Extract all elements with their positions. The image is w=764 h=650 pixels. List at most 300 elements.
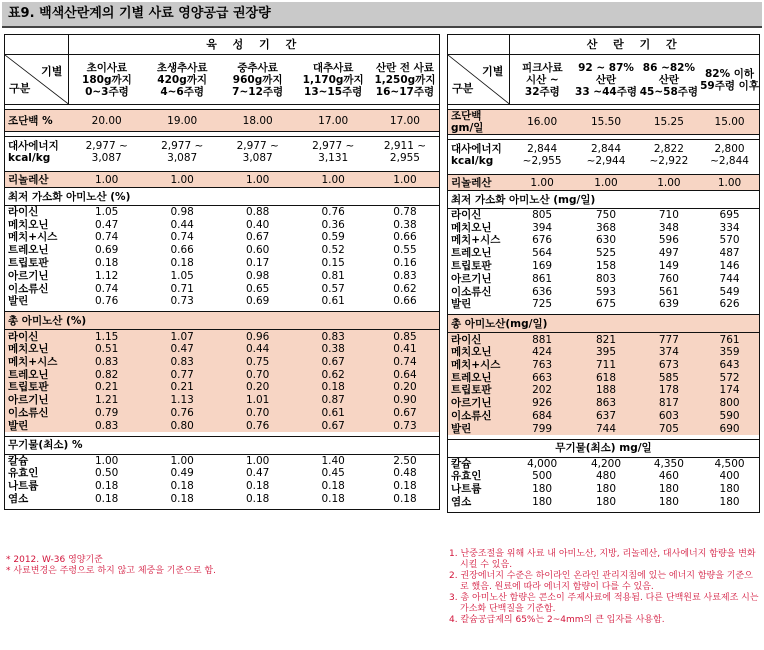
value-cell: 0.66 [393,295,417,308]
value-cell: 1.15 [69,330,145,343]
value-cell: 18.00 [220,110,296,132]
table-row [448,496,760,509]
value-line: 2,977 ~ [161,139,204,152]
row-label: 트립토판 [451,260,492,273]
table-row [448,285,760,298]
value-cell: 169 [532,260,553,273]
value-cell: 334 [719,221,740,234]
value-cell: 4,000 [527,457,558,470]
value-cell: 0.76 [321,206,345,219]
value-cell: 0.51 [69,343,145,356]
row-label-line: kcal/kg [8,151,51,164]
value-cell: 1.00 [170,454,194,467]
value-cell: 0.69 [245,295,270,308]
value-cell: 705 [638,422,700,435]
value-cell: 0.85 [371,330,440,343]
row-label: 트레오닌 [448,371,510,384]
value-cell: 570 [719,234,740,247]
value-cell: 630 [595,234,617,247]
value-cell: 926 [510,397,574,410]
value-cell: 0.18 [245,493,270,506]
value-cell: 0.87 [295,394,371,407]
row-label: 칼슘 [8,454,29,467]
column-header-row [448,55,760,105]
table-row [448,234,760,247]
value-cell: 585 [638,371,700,384]
value-cell: 618 [574,371,637,384]
value-cell: 0.18 [245,480,270,493]
row-label-line: gm/일 [451,122,484,134]
value-cell: 803 [595,272,617,285]
table-row [448,247,760,260]
value-cell: 0.96 [220,330,296,343]
column-header-line: 960g까지 [232,73,283,86]
row-label: 이소류신 [448,410,510,423]
corner-label-top: 기별 [41,65,63,78]
value-cell: 0.16 [393,257,417,270]
value-cell: 180 [719,483,740,496]
value-cell: 348 [658,221,679,234]
table-row [5,493,440,506]
value-line: 2,822 [653,142,684,155]
value-cell: 4,350 [653,457,684,470]
value-cell: 0.41 [371,343,440,356]
row-label: 트립토판 [8,257,49,270]
spacer-cell [448,508,760,512]
value-cell: 19.00 [144,110,220,132]
column-header-line: 32주령 [524,85,560,98]
value-cell: 637 [574,410,637,423]
value-cell: 188 [574,384,637,397]
crude-protein-row [448,110,760,135]
value-cell: 744 [719,272,740,285]
corner-label-bottom: 구분 [9,82,31,95]
table-row [5,206,440,219]
table-row [448,358,760,371]
table-row [5,407,440,420]
value-cell: 760 [658,272,679,285]
section-title: 총 아미노산 (%) [5,312,440,330]
value-cell: 710 [658,209,679,222]
table-row [5,231,440,244]
column-header [295,55,371,105]
value-cell: 711 [574,358,637,371]
value-cell: 0.52 [321,244,345,257]
value-cell: 20.00 [69,110,145,132]
row-label: 메치+시스 [8,231,58,244]
column-header-line: 92 ~ 87% [578,61,634,74]
value-cell: 0.70 [220,368,296,381]
value-cell: 0.67 [295,419,371,432]
value-cell: 487 [719,247,740,260]
value-cell: 0.59 [321,231,345,244]
value-cell: 821 [574,333,637,346]
row-label: 아르기닌 [448,397,510,410]
value-cell: 15.50 [574,110,637,135]
value-cell: 593 [595,285,617,298]
row-label: 리놀레산 [5,172,69,188]
table-row [448,260,760,273]
value-cell: 725 [532,298,553,311]
value-cell: 0.18 [94,480,119,493]
section-title-row [5,436,440,454]
value-cell: 0.55 [393,244,417,257]
value-cell: 0.64 [371,368,440,381]
table-row [5,282,440,295]
diagonal-line [5,55,68,104]
column-header [220,55,296,105]
column-header [371,55,440,105]
column-header-line: 초이사료 [86,61,128,74]
value-cell [574,140,637,170]
column-header-line: 7~12주령 [232,85,284,98]
value-cell: 1.01 [220,394,296,407]
section-title: 총 아미노산(mg/일) [448,315,760,333]
value-cell: 15.25 [638,110,700,135]
value-cell: 0.21 [144,381,220,394]
value-cell: 1.40 [321,454,345,467]
column-header-line: 45~58주령 [639,85,699,98]
value-line: ~2,944 [586,154,626,167]
value-line: ~2,922 [649,154,689,167]
row-label: 유효인 [8,467,39,480]
value-cell: 0.62 [393,282,417,295]
value-cell: 1.12 [94,269,119,282]
column-header-line: 33 ~44주령 [575,85,637,98]
value-cell: 460 [658,470,679,483]
row-label-line: 대사에너지 [8,139,59,152]
value-cell: 0.47 [94,218,119,231]
value-cell: 0.18 [295,381,371,394]
value-cell: 180 [595,483,617,496]
value-cell: 0.38 [393,218,417,231]
value-cell: 180 [532,483,553,496]
section-title: 무기물(최소) mg/일 [448,439,760,457]
value-cell: 368 [595,221,617,234]
value-cell: 861 [532,272,553,285]
corner-label-top: 기별 [482,65,504,78]
table-row [448,483,760,496]
table-row [448,346,760,359]
value-cell: 817 [638,397,700,410]
value-cell: 0.20 [371,381,440,394]
value-cell: 1.00 [510,175,574,191]
spacer-row [5,505,440,509]
row-label: 아르기닌 [5,394,69,407]
row-label: 아르기닌 [451,272,492,285]
period-header: 산 란 기 간 [510,35,760,55]
value-cell: 684 [510,410,574,423]
footnote: 3. 총 아미노산 함량은 콘소이 주제사료에 적용됨. 다른 단백원료 사료제조 시는 가소화 단백질을 기준함. [449,593,759,614]
value-cell: 0.18 [321,480,345,493]
row-label: 트립토판 [448,384,510,397]
table-row [448,384,760,397]
header-label-spacer [448,35,510,55]
value-cell: 750 [595,209,617,222]
footnotes-left [6,555,436,577]
column-header [700,55,759,105]
value-cell: 17.00 [295,110,371,132]
value-cell [144,137,220,167]
value-cell: 0.45 [321,467,345,480]
crude-protein-row [5,110,440,132]
footnote: * 사료변경은 주령으로 하지 않고 체중을 기준으로 함. [6,566,216,576]
value-cell: 643 [700,358,759,371]
column-header-line: 180g까지 [82,73,132,86]
value-cell: 572 [700,371,759,384]
table-row [5,330,440,343]
value-line: 2,911 ~ [383,139,427,152]
section-title-row [448,191,760,209]
row-label [448,110,510,135]
value-cell: 561 [658,285,679,298]
table-row [448,457,760,470]
row-label: 이소류신 [8,282,49,295]
row-label: 유효인 [451,470,482,483]
value-cell: 0.18 [170,493,194,506]
value-cell: 1.00 [220,172,296,188]
value-cell: 1.05 [170,269,194,282]
value-cell: 0.98 [245,269,270,282]
value-cell: 400 [719,470,740,483]
metabolizable-energy-row [448,140,760,170]
spacer-cell [5,505,440,509]
row-label [5,137,69,167]
row-label: 메치+시스 [451,234,501,247]
row-label: 조단백 % [5,110,69,132]
value-cell: 0.61 [295,407,371,420]
column-header [69,55,145,105]
value-cell: 1.00 [245,454,270,467]
row-label: 염소 [451,496,472,509]
table-row [448,371,760,384]
value-cell: 4,200 [590,457,622,470]
column-header-line: 82% 이하 [705,67,755,80]
value-cell: 0.20 [220,381,296,394]
value-cell: 0.18 [170,480,194,493]
value-cell: 0.74 [170,231,194,244]
value-cell: 4,500 [714,457,745,470]
value-cell: 675 [595,298,617,311]
row-label: 이소류신 [451,285,492,298]
value-cell: 761 [700,333,759,346]
table-row [5,419,440,432]
value-cell: 1.00 [700,175,759,191]
column-header-line: 0~3주령 [85,85,129,98]
value-cell: 881 [510,333,574,346]
value-cell: 0.79 [69,407,145,420]
value-cell: 0.74 [371,355,440,368]
value-cell: 1.07 [144,330,220,343]
value-cell: 799 [510,422,574,435]
value-cell: 1.00 [94,454,119,467]
value-cell: 805 [532,209,553,222]
row-label: 이소류신 [5,407,69,420]
row-label: 메치오닌 [451,221,492,234]
row-label: 나트륨 [8,480,39,493]
value-cell: 0.67 [371,407,440,420]
value-cell: 0.18 [94,493,119,506]
value-line: ~2,955 [522,154,562,167]
table-row [5,480,440,493]
value-cell: 603 [638,410,700,423]
value-cell [220,137,296,167]
footnotes-right [449,549,760,626]
table-row [5,394,440,407]
column-header-line: 13~15주령 [304,85,363,98]
column-header-line: 피크사료 [522,61,563,74]
value-cell: 174 [700,384,759,397]
value-cell: 0.73 [371,419,440,432]
value-cell: 596 [658,234,679,247]
table-row [448,410,760,423]
value-cell: 0.76 [94,295,119,308]
linoleic-acid-row [5,172,440,188]
row-label: 발린 [8,295,29,308]
value-cell: 763 [510,358,574,371]
corner-label-bottom: 구분 [452,82,474,95]
value-cell: 1.21 [69,394,145,407]
value-cell: 0.18 [393,480,417,493]
section-title: 최저 가소화 아미노산 (%) [5,188,440,206]
value-cell: 1.05 [94,206,119,219]
table-row [448,272,760,285]
table-row [448,470,760,483]
table-row [5,218,440,231]
value-cell: 676 [532,234,553,247]
value-cell: 0.18 [393,493,417,506]
row-label: 리놀레산 [448,175,510,191]
value-cell: 626 [719,298,740,311]
value-cell: 0.69 [94,244,119,257]
table-row [5,381,440,394]
column-header-line: 산란 [658,73,680,86]
row-label: 메치+시스 [448,358,510,371]
value-cell: 1.00 [295,172,371,188]
value-cell: 0.77 [144,368,220,381]
value-cell: 639 [658,298,679,311]
value-cell: 0.17 [245,257,270,270]
row-label: 발린 [451,298,472,311]
value-cell: 0.44 [220,343,296,356]
value-cell: 394 [532,221,553,234]
column-header-line: 1,250g까지 [374,73,436,86]
value-cell: 0.36 [321,218,345,231]
value-cell: 146 [719,260,740,273]
row-label: 메치오닌 [5,343,69,356]
row-label: 발린 [5,419,69,432]
value-cell: 180 [658,496,679,509]
value-cell: 0.83 [69,419,145,432]
value-line: 2,977 ~ [236,139,279,152]
value-cell: 0.74 [94,282,119,295]
value-cell: 0.40 [245,218,270,231]
value-cell: 0.50 [94,467,119,480]
column-header-line: 86 ~82% [642,61,695,74]
column-header-line: 중추사료 [237,61,278,74]
footnote: 1. 난중조절을 위해 사료 내 아미노산, 지방, 리놀레산, 대사에너지 함량을 변화시킬 수 있음. [449,549,756,570]
row-label: 염소 [8,493,29,506]
row-label: 트레오닌 [451,247,492,260]
value-cell: 0.15 [321,257,345,270]
value-cell: 0.67 [245,231,270,244]
value-cell [700,140,759,170]
table-row [448,333,760,346]
table-row [448,298,760,311]
value-cell: 0.71 [170,282,194,295]
header-label-spacer [5,35,69,55]
value-cell: 500 [532,470,553,483]
column-header-line: 산란 [595,73,617,86]
column-header-line: 1,170g까지 [302,73,364,86]
column-header-line: 초생추사료 [156,61,208,74]
value-cell: 1.00 [574,175,637,191]
table-row [5,269,440,282]
value-cell: 0.75 [220,355,296,368]
diagonal-header-cell [448,55,510,105]
value-cell: 0.18 [321,493,345,506]
value-cell: 395 [574,346,637,359]
table-row [5,343,440,356]
value-cell: 0.83 [393,269,417,282]
value-cell: 663 [510,371,574,384]
value-line: 3,087 [167,151,198,164]
value-cell: 549 [719,285,740,298]
row-label: 트레오닌 [8,244,49,257]
value-cell: 777 [638,333,700,346]
value-cell: 0.65 [245,282,270,295]
value-cell: 0.83 [144,355,220,368]
value-line: 3,131 [318,151,349,164]
value-cell: 0.21 [69,381,145,394]
diagonal-header-cell [5,55,69,105]
value-cell: 0.76 [220,419,296,432]
table-row [448,397,760,410]
period-header-row [448,35,760,55]
section-title-row [5,312,440,330]
value-cell: 1.13 [144,394,220,407]
value-cell: 673 [638,358,700,371]
value-cell: 149 [658,260,679,273]
value-cell [638,140,700,170]
column-header [574,55,637,105]
row-label: 메치오닌 [448,346,510,359]
laying-period-table [447,34,760,513]
table-row [5,244,440,257]
value-cell: 2.50 [393,454,417,467]
column-header-row [5,55,440,105]
value-cell: 0.44 [170,218,194,231]
value-cell: 1.00 [371,172,440,188]
section-title: 무기물(최소) % [5,436,440,454]
value-cell: 0.81 [321,269,345,282]
column-header [638,55,700,105]
linoleic-acid-row [448,175,760,191]
value-cell: 0.61 [321,295,345,308]
value-cell: 0.66 [393,231,417,244]
row-label: 발린 [448,422,510,435]
value-cell: 158 [595,260,617,273]
rearing-period-table [4,34,440,510]
table-row [448,422,760,435]
value-cell: 17.00 [371,110,440,132]
value-cell: 180 [719,496,740,509]
footnote: 4. 칼슘공급제의 65%는 2~4mm의 큰 입자를 사용함. [449,615,665,625]
column-header-line: 시산 ~ [525,73,559,86]
value-cell: 359 [700,346,759,359]
value-cell: 0.90 [371,394,440,407]
column-header-line: 59주령 이후 [700,79,759,92]
